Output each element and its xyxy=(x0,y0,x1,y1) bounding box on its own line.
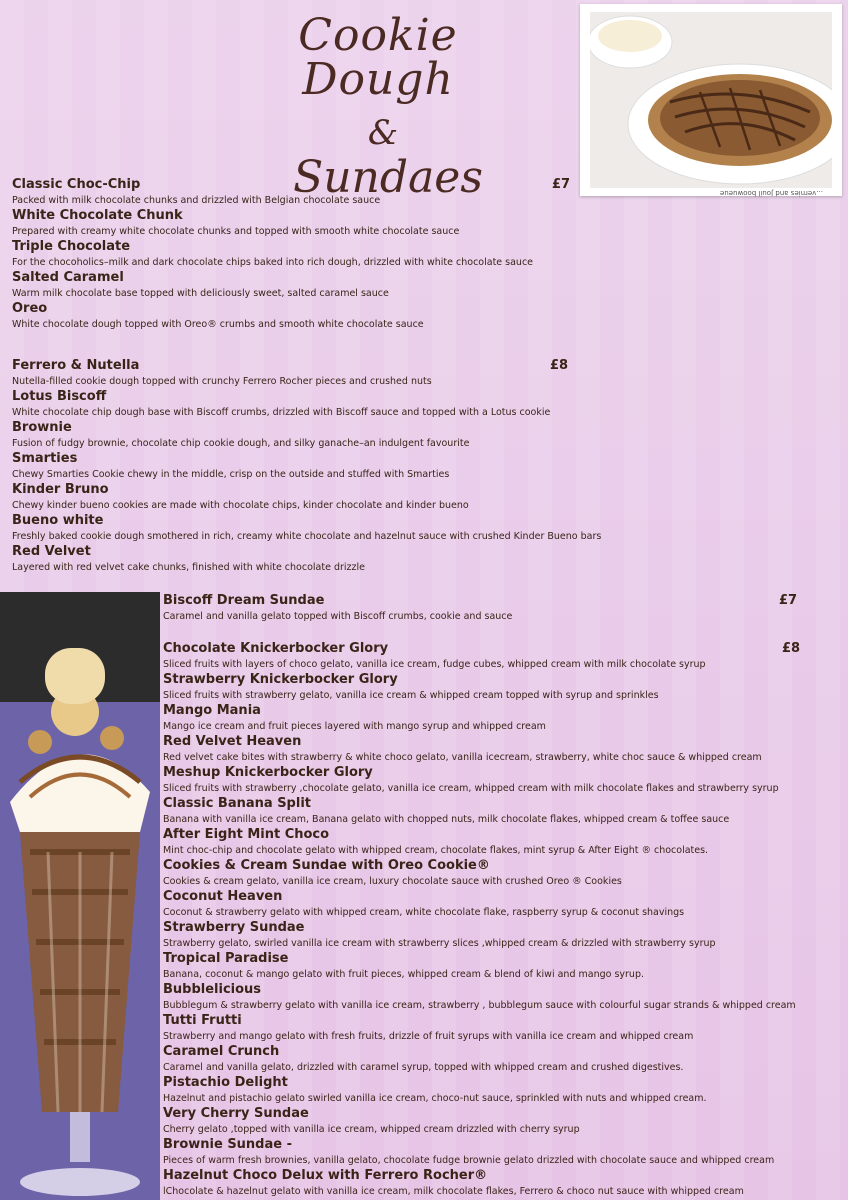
item-desc: Chewy kinder bueno cookies are made with chocolate chips, kinder chocolate and kinder bueno xyxy=(12,500,469,511)
item-name: Lotus Biscoff xyxy=(12,389,107,404)
item-name: Coconut Heaven xyxy=(163,889,283,904)
item-desc: White chocolate chip dough base with Biscoff crumbs, drizzled with Biscoff sauce and topped with a Lotus cookie xyxy=(12,407,551,418)
photo-caption: ...vernies and Jouil boowueue xyxy=(720,189,823,197)
cookie-section-8 xyxy=(12,358,602,575)
menu-item xyxy=(12,208,572,239)
menu-item xyxy=(163,672,833,703)
menu-item xyxy=(12,513,602,544)
item-name: Strawberry Sundae xyxy=(163,920,305,935)
item-desc: Bubblegum & strawberry gelato with vanilla ice cream, strawberry , bubblegum sauce with colourful sugar strands & whipped cream xyxy=(163,1000,796,1011)
item-desc: Mint choc-chip and chocolate gelato with whipped cream, chocolate flakes, mint syrup & After Eight ® chocolates. xyxy=(163,845,709,856)
cookie-section-7 xyxy=(12,177,572,332)
item-desc: Strawberry gelato, swirled vanilla ice cream with strawberry slices ,whipped cream & drizzled with strawberry syrup xyxy=(163,938,716,949)
menu-item xyxy=(163,827,833,858)
item-name: Pistachio Delight xyxy=(163,1075,288,1090)
menu-item xyxy=(163,1044,833,1075)
item-name: Oreo xyxy=(12,301,48,316)
item-name: Kinder Bruno xyxy=(12,482,109,497)
item-desc: Cookies & cream gelato, vanilla ice cream, luxury chocolate sauce with crushed Oreo ® Cookies xyxy=(163,876,622,887)
menu-item xyxy=(12,482,572,513)
title-line-3: Sundaes xyxy=(293,152,483,203)
item-name: Strawberry Knickerbocker Glory xyxy=(163,672,398,687)
item-desc: Red velvet cake bites with strawberry & white choco gelato, vanilla icecream, strawberry, white choc sauce & whipped cream xyxy=(163,752,762,763)
menu-item xyxy=(163,858,833,889)
menu-item xyxy=(163,641,833,672)
sundae-glass-image xyxy=(0,592,160,1200)
item-desc: Freshly baked cookie dough smothered in rich, creamy white chocolate and hazelnut sauce with crushed Kinder Bueno bars xyxy=(12,531,602,542)
menu-item xyxy=(163,1013,833,1044)
item-desc: Chewy Smarties Cookie chewy in the middle, crisp on the outside and stuffed with Smarties xyxy=(12,469,450,480)
menu-item xyxy=(163,593,803,624)
item-desc: For the chocoholics–milk and dark chocolate chips baked into rich dough, drizzled with white chocolate sauce xyxy=(12,257,534,268)
item-name: Tropical Paradise xyxy=(163,951,289,966)
item-desc: Strawberry and mango gelato with fresh fruits, drizzle of fruit syrups with vanilla ice cream and whipped cream xyxy=(163,1031,694,1042)
item-name: After Eight Mint Choco xyxy=(163,827,330,842)
item-desc: Prepared with creamy white chocolate chunks and topped with smooth white chocolate sauce xyxy=(12,226,460,237)
item-desc: Sliced fruits with layers of choco gelato, vanilla ice cream, fudge cubes, whipped cream with milk chocolate syrup xyxy=(163,659,706,670)
item-name: Cookies & Cream Sundae with Oreo Cookie® xyxy=(163,858,490,873)
item-desc: Mango ice cream and fruit pieces layered with mango syrup and whipped cream xyxy=(163,721,546,732)
item-name: Brownie xyxy=(12,420,72,435)
menu-item xyxy=(12,420,572,451)
item-name: Meshup Knickerbocker Glory xyxy=(163,765,373,780)
menu-item xyxy=(12,301,572,332)
menu-item xyxy=(12,389,572,420)
item-name: Salted Caramel xyxy=(12,270,124,285)
price-cookie-8: £8 xyxy=(550,358,569,373)
cookie-photo xyxy=(580,4,842,196)
item-name: Red Velvet xyxy=(12,544,91,559)
item-name: Very Cherry Sundae xyxy=(163,1106,309,1121)
item-desc: Cherry gelato ,topped with vanilla ice cream, whipped cream drizzled with cherry syrup xyxy=(163,1124,580,1135)
item-name: Classic Choc-Chip xyxy=(12,177,141,192)
item-desc: Fusion of fudgy brownie, chocolate chip cookie dough, and silky ganache–an indulgent favourite xyxy=(12,438,470,449)
price-sundae-7: £7 xyxy=(779,593,798,608)
item-name: Mango Mania xyxy=(163,703,261,718)
menu-item xyxy=(12,451,572,482)
menu-item xyxy=(12,177,572,208)
item-name: White Chocolate Chunk xyxy=(12,208,183,223)
title-ampersand: & xyxy=(367,113,399,153)
menu-title xyxy=(228,6,528,203)
item-desc: White chocolate dough topped with Oreo® crumbs and smooth white chocolate sauce xyxy=(12,319,424,330)
item-name: Classic Banana Split xyxy=(163,796,311,811)
item-name: Ferrero & Nutella xyxy=(12,358,140,373)
item-desc: Coconut & strawberry gelato with whipped cream, white chocolate flake, raspberry syrup & coconut shavings xyxy=(163,907,685,918)
item-name: Brownie Sundae - xyxy=(163,1137,293,1152)
menu-item xyxy=(163,951,833,982)
item-name: Bueno white xyxy=(12,513,104,528)
menu-item xyxy=(163,1168,833,1199)
menu-item xyxy=(163,889,833,920)
item-name: Hazelnut Choco Delux with Ferrero Rocher® xyxy=(163,1168,488,1183)
item-name: Tutti Frutti xyxy=(163,1013,242,1028)
menu-item xyxy=(163,1075,833,1106)
item-name: Smarties xyxy=(12,451,78,466)
menu-item xyxy=(12,358,572,389)
item-name: Caramel Crunch xyxy=(163,1044,280,1059)
item-desc: Banana, coconut & mango gelato with fruit pieces, whipped cream & blend of kiwi and mango syrup. xyxy=(163,969,645,980)
item-name: Triple Chocolate xyxy=(12,239,131,254)
item-desc: Layered with red velvet cake chunks, finished with white chocolate drizzle xyxy=(12,562,365,573)
item-desc: Banana with vanilla ice cream, Banana gelato with chopped nuts, milk chocolate flakes, whipped cream & toffee sauce xyxy=(163,814,730,825)
item-desc: Warm milk chocolate base topped with deliciously sweet, salted caramel sauce xyxy=(12,288,389,299)
menu-item xyxy=(163,734,833,765)
sundae-section-7 xyxy=(163,593,803,624)
menu-item xyxy=(12,544,572,575)
title-line-1: Cookie Dough xyxy=(298,10,458,105)
cookie-skillet-image xyxy=(590,12,832,188)
item-desc: Caramel and vanilla gelato topped with Biscoff crumbs, cookie and sauce xyxy=(163,611,513,622)
item-desc: Packed with milk chocolate chunks and drizzled with Belgian chocolate sauce xyxy=(12,195,381,206)
menu-item xyxy=(163,796,833,827)
menu-item xyxy=(12,270,572,301)
menu-item xyxy=(12,239,572,270)
menu-item xyxy=(163,1106,833,1137)
menu-item xyxy=(163,920,833,951)
item-desc: Sliced fruits with strawberry gelato, vanilla ice cream & whipped cream topped with syrup and sprinkles xyxy=(163,690,659,701)
price-cookie-7: £7 xyxy=(552,177,571,192)
item-desc: Nutella-filled cookie dough topped with crunchy Ferrero Rocher pieces and crushed nuts xyxy=(12,376,432,387)
item-name: Bubblelicious xyxy=(163,982,262,997)
item-desc: Caramel and vanilla gelato, drizzled with caramel syrup, topped with whipped cream and crushed digestives. xyxy=(163,1062,684,1073)
item-desc: Pieces of warm fresh brownies, vanilla gelato, chocolate fudge brownie gelato drizzled with chocolate sauce and whipped cream xyxy=(163,1155,775,1166)
item-desc: Sliced fruits with strawberry ,chocolate gelato, vanilla ice cream, whipped cream with milk chocolate flakes and strawberry syrup xyxy=(163,783,779,794)
price-sundae-8: £8 xyxy=(782,641,801,656)
sundae-photo xyxy=(0,592,160,1200)
menu-item xyxy=(163,765,833,796)
item-name: Red Velvet Heaven xyxy=(163,734,302,749)
item-desc: lChocolate & hazelnut gelato with vanilla ice cream, milk chocolate flakes, Ferrero & choco nut sauce with whipped cream xyxy=(163,1186,744,1197)
item-name: Chocolate Knickerbocker Glory xyxy=(163,641,389,656)
item-name: Biscoff Dream Sundae xyxy=(163,593,325,608)
menu-item xyxy=(163,1137,833,1168)
sundae-section-8 xyxy=(163,641,833,1199)
menu-item xyxy=(163,703,833,734)
menu-item xyxy=(163,982,833,1013)
item-desc: Hazelnut and pistachio gelato swirled vanilla ice cream, choco-nut sauce, sprinkled with nuts and whipped cream. xyxy=(163,1093,707,1104)
